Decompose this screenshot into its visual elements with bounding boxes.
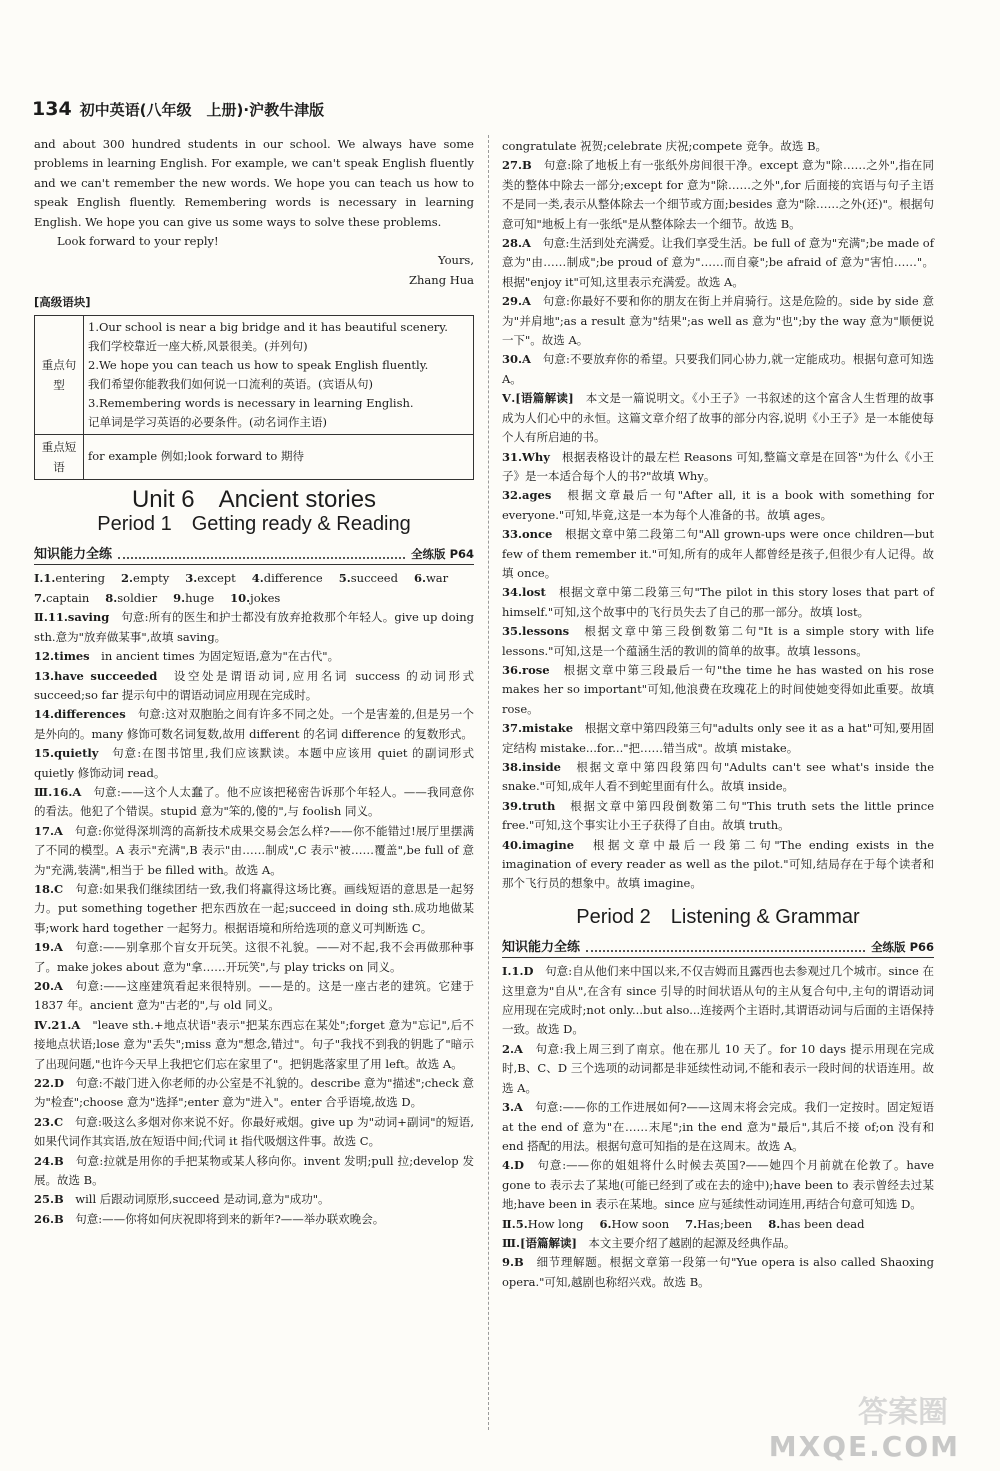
item-answer: times: [54, 649, 102, 664]
answer-text: huge: [185, 590, 215, 605]
item-number: Ⅲ.: [502, 1235, 521, 1250]
item-explanation: 根据文章中第四段倒数第二句"This truth sets the little prince free."可知,这个事实让小王子获得了自由。故填 truth。: [502, 798, 934, 833]
item-explanation: 根据文章中第三段最后一句"the time he has wasted on his rose makes her so important"可知,他浪费在玫瑰花上的时间使她变得如此重要。故填 rose。: [502, 662, 934, 716]
answer-item: [34, 783, 474, 822]
item-answer: quietly: [54, 746, 113, 761]
answer-text: difference: [263, 571, 323, 586]
item-answer: truth: [522, 798, 571, 813]
item-answer: ages: [522, 488, 568, 503]
item-explanation: "leave sth.+地点状语"表示"把某东西忘在某处";forget 意为"忘记",后不接地点状语;lose 意为"丢失";miss 意为"想念,错过"。句子"我找不到我的钥匙了"暗示了出现问题,"也许今天早上我把它们忘在家里了"。把钥匙落家里了用 left。故选 A。: [34, 1017, 474, 1071]
letter-sign-yours: Yours,: [438, 253, 474, 268]
sentence-line: 我们希望你能教我们如何说一口流利的英语。(宾语从句): [88, 376, 373, 391]
item-explanation: 句意:拉就是用你的手把某物或某人移向你。invent 发明;pull 拉;develop 发展。故选 B。: [34, 1153, 474, 1188]
answer-entry: [414, 569, 448, 588]
item-number: 29.: [502, 294, 523, 309]
key-phrases-table: [34, 315, 474, 480]
item-explanation: 根据文章最后一句"After all, it is a book with something for everyone."可知,毕竟,这是一本为每个人准备的书。故填 ages。: [502, 488, 934, 522]
sentence-line: 记单词是学习英语的必要条件。(动名词作主语): [88, 414, 327, 429]
answer-item: [502, 1098, 934, 1156]
item-answer: saving: [67, 610, 122, 625]
item-explanation: 句意:不要放弃你的希望。只要我们同心协力,就一定能成功。根据句意可知选 A。: [502, 352, 934, 386]
item-answer: once: [522, 527, 566, 542]
answer-number: Ⅰ.1.: [34, 571, 56, 586]
answer-item: [502, 292, 934, 350]
sentence-line: 2.We hope you can teach us how to speak English fluently.: [88, 357, 429, 372]
item-explanation: 根据文章中第四段第四句"Adults can't see what's inside the snake."可知,成年人看不到蛇里面有什么。故填 inside。: [502, 760, 934, 794]
section-ref: 全练版 P64: [411, 547, 474, 562]
item-number: Ⅳ.21.: [34, 1017, 72, 1032]
item-explanation: 设空处是谓语动词,应用名词 success 的动词形式 succeed;so far 提示句中的谓语动词应用现在完成时。: [34, 668, 475, 702]
item-number: 19.: [34, 940, 55, 955]
item-explanation: 根据文章中第二段第二句"All grown-ups were once children—but few of them remember it."可知,所有的成年人都曾经是孩子,但很少有人记得。故填 once。: [502, 527, 934, 580]
item-answer: mistake: [522, 721, 585, 736]
answer-entry: [173, 589, 214, 608]
answer-item: [34, 880, 474, 938]
answer-item: [34, 647, 474, 666]
answer-number: 2.: [120, 571, 133, 586]
answer-row: [502, 1215, 934, 1234]
answer-text: entering: [55, 571, 105, 586]
item-explanation: 根据文章中第四段第三句"adults only see it as a hat"可知,要用固定结构 mistake...for..."把……错当成"。故填 mistake。: [502, 721, 935, 755]
answer-item: [34, 977, 474, 1016]
item-explanation: 根据文章中第三段倒数第二句"It is a simple story with life lessons."可知,这是一个蕴涵生活的教训的简单的故事。故填 lessons。: [502, 624, 935, 658]
answer-item: [34, 1113, 474, 1152]
item-answer: inside: [522, 760, 577, 774]
answer-entry: [105, 589, 157, 608]
item-number: 27.: [502, 158, 523, 173]
answer-item: [34, 1016, 474, 1074]
answer-text: How long: [527, 1216, 584, 1231]
answer-item: [502, 962, 934, 1040]
row-label-phrases: 重点短语: [35, 434, 84, 479]
unit-title: Unit 6 Ancient stories: [131, 485, 377, 513]
key-sentences: [84, 315, 474, 434]
item-explanation: 句意:——别拿那个盲女开玩笑。这很不礼貌。——对不起,我不会再做那种事了。make jokes about 意为"拿……开玩笑",与 play tricks on 同义。: [34, 940, 474, 974]
answer-item: [34, 1074, 474, 1113]
item-number: 37.: [502, 721, 523, 736]
answer-entry: [252, 569, 323, 588]
item-explanation: 句意:我上周三到了南京。他在那儿 10 天了。for 10 days 提示用现在完成时,B、C、D 三个选项的动词都是非延续性动词,不能和表示一段时间的状语连用。故选 A。: [502, 1041, 934, 1095]
answer-text: soldier: [117, 590, 158, 605]
item-explanation: 句意:——你的工作进展如何?——这周末将会完成。我们一定按时。固定短语 at the end of 意为"在……末尾";in the end 意为"最后",其后不接 of;on 没有和 end 搭配的用法。根据句意可知指的是在这周末。故选 A。: [502, 1100, 934, 1153]
item-number: 35.: [502, 624, 523, 639]
item-explanation: 句意:在图书馆里,我们应该默读。本题中应该用 quiet 的副词形式 quietly 修饰动词 read。: [34, 746, 474, 780]
item-answer: B: [54, 1211, 76, 1226]
item-number: 20.: [34, 979, 55, 993]
section-ref: 全练版 P66: [871, 939, 934, 954]
item-number: 14.: [34, 707, 55, 722]
item-answer: A: [54, 823, 75, 838]
item-answer: C: [54, 1114, 75, 1129]
answer-item: [34, 822, 474, 880]
answer-text: Has;been: [697, 1216, 753, 1231]
item-answer: A: [522, 294, 543, 309]
item-number: 28.: [502, 236, 523, 251]
item-answer: A: [514, 1041, 536, 1056]
item-explanation: 句意:——你的姐姐将什么时候去英国?——她四个月前就在伦敦了。have gone to 表示去了某地(可能已经到了或在去的途中);have been to 表示曾经去过某地;have been in 表示在某地。since 应与延续性动词连用,再结合句意可知选 D。: [502, 1158, 934, 1212]
answer-item: [502, 1234, 934, 1253]
item-explanation: 句意:——这个人太蠢了。他不应该把秘密告诉那个年轻人。——我同意你的看法。他犯了个错误。stupid 意为"笨的,傻的",与 foolish 同义。: [34, 784, 474, 819]
answer-item: [34, 938, 474, 977]
item-number: 26.: [34, 1211, 55, 1226]
item-answer: imagine: [522, 837, 593, 852]
item-answer: differences: [54, 707, 138, 722]
item-explanation: in ancient times 为固定短语,意为"在古代"。: [101, 649, 340, 664]
answer-item: [502, 1253, 934, 1292]
item-number: 39.: [502, 798, 523, 813]
answer-text: captain: [46, 590, 90, 605]
item-number: 24.: [34, 1153, 55, 1168]
answer-number: 6.: [599, 1216, 612, 1231]
row-label-sentences: 重点句型: [35, 315, 84, 434]
item-number: 23.: [34, 1114, 55, 1129]
answer-entry: [502, 1215, 584, 1234]
answer-item: [34, 744, 474, 783]
page-header: [32, 98, 324, 120]
item-number: 36.: [502, 662, 523, 677]
item-explanation: 句意:——这座建筑看起来很特别。——是的。这是一座古老的建筑。它建于 1837 年。ancient 意为"古老的",与 old 同义。: [34, 979, 474, 1013]
answer-entry: [768, 1215, 864, 1234]
answer-text: succeed: [350, 571, 398, 586]
answer-item: [502, 719, 934, 758]
section-title: 知识能力全练: [502, 939, 581, 955]
item-answer: [语篇解读]: [515, 391, 586, 406]
item-number: 32.: [502, 488, 523, 503]
letter-body: and about 300 hundred students in our school. We always have some problems in learning English. For example, we can't speak English fluently and we can't remember the new words. We hope you can teach us how to speak English fluently. Remembering words is necessary in learning English. We hope you can give us some ways to solve these problems.: [34, 137, 474, 229]
item-number: 9.: [502, 1255, 515, 1270]
item-number: 30.: [502, 352, 523, 367]
item-answer: A: [54, 940, 76, 955]
item-answer: B: [54, 1153, 76, 1168]
item-explanation: 句意:如果我们继续团结一致,我们将赢得这场比赛。画线短语的意思是一起努力。put something together 把东西放在一起;succeed in doing sth.成功地做某事;work hard together 一起努力。根据语境和所给选项的意义可判断选 C。: [34, 881, 474, 935]
book-title: 初中英语(八年级 上册)·沪教牛津版: [79, 101, 325, 119]
item-explanation: 句意:吸这么多烟对你来说不好。你最好戒烟。give up 为"动词+副词"的短语,如果代词作其宾语,放在短语中间;代词 it 指代吸烟这件事。故选 C。: [34, 1114, 474, 1149]
answer-entry: [230, 589, 280, 608]
answer-text: except: [197, 571, 236, 586]
answer-number: 8.: [768, 1216, 781, 1231]
item-answer: lost: [522, 585, 559, 600]
answer-text: jokes: [250, 590, 281, 605]
answer-item: [502, 486, 934, 525]
item-explanation: 句意:这对双胞胎之间有许多不同之处。一个是害羞的,但是另一个是外向的。many 修饰可数名词复数,故用 different 的名词 difference 的复数形式。: [34, 707, 474, 741]
letter-sign-name: Zhang Hua: [409, 272, 474, 287]
column-divider: [488, 135, 489, 1430]
item-explanation: 根据表格设计的最左栏 Reasons 可知,整篇文章是在回答"为什么《小王子》是一本适合每个人的书?"故填 Why。: [502, 449, 934, 483]
sentence-line: 3.Remembering words is necessary in learning English.: [88, 395, 414, 410]
answer-item: [502, 137, 934, 156]
item-number: 12.: [34, 649, 55, 664]
answer-number: 8.: [105, 590, 118, 605]
item-number: 25.: [34, 1192, 55, 1207]
answer-number: 7.: [685, 1216, 698, 1231]
answer-items: [502, 1234, 934, 1292]
item-answer: D: [54, 1076, 76, 1091]
answer-item: [502, 1040, 934, 1098]
left-column: [34, 135, 474, 1229]
item-answer: B: [514, 1255, 537, 1270]
answer-number: 4.: [251, 571, 264, 586]
item-number: 34.: [502, 585, 523, 600]
item-answer: A: [522, 236, 543, 251]
item-explanation: 句意:你觉得深圳湾的高新技术成果交易会怎么样?——你不能错过!展厅里摆满了不同的模型。A 表示"充满",B 表示"由……制成",C 表示"被……覆盖",be full of 意为"充满,装满",相当于 be filled with。故选 A。: [34, 823, 474, 877]
answer-item: [502, 836, 934, 894]
item-number: Ⅱ.11.: [34, 610, 68, 625]
item-explanation: 细节理解题。根据文章第一段第一句"Yue opera is also called Shaoxing opera."可知,越剧也称绍兴戏。故选 B。: [502, 1255, 934, 1289]
leader-dots: [586, 950, 865, 952]
answer-entry: [121, 569, 169, 588]
item-explanation: 句意:除了地板上有一张纸外房间很干净。except 意为"除……之外",指在同类的整体中除去一部分;except for 意为"除……之外",for 后面接的宾语与句子主语不是同一类,表示从整体除去一个细节或方面;besides 意为"除……之外(还)"。根据句意可知"地板上有一张纸"是从整体除去一个细节。故选 B。: [502, 158, 934, 231]
item-explanation: 句意:不敲门进入你老师的办公室是不礼貌的。describe 意为"描述";check 意为"检查";choose 意为"选择";enter 意为"进入"。enter 合乎语境,故选 D。: [34, 1076, 474, 1110]
answer-row: [34, 589, 474, 608]
answer-number: 6.: [413, 571, 426, 586]
item-number: 18.: [34, 881, 55, 896]
section-bar: [34, 542, 474, 565]
item-number: Ⅲ.16.: [34, 784, 73, 799]
answer-item: [34, 608, 474, 647]
item-number: 3.: [502, 1100, 515, 1115]
item-answer: have succeeded: [54, 668, 174, 683]
section-bar-2: [502, 935, 934, 958]
leader-dots: [118, 557, 405, 559]
item-explanation: 根据文章中第二段第三句"The pilot in this story loses that part of himself."可知,这个故事中的飞行员失去了自己的那一部分。故填 lost。: [502, 585, 935, 619]
item-number: 40.: [502, 837, 523, 852]
item-answer: B: [522, 158, 544, 173]
item-answer: [语篇解读]: [520, 1235, 589, 1250]
answer-entry: [34, 589, 89, 608]
answer-text: empty: [133, 571, 170, 586]
item-answer: lessons: [522, 624, 585, 639]
right-column: [502, 137, 934, 1292]
item-answer: A: [54, 979, 76, 993]
item-answer: D: [523, 964, 546, 979]
answer-item: [34, 1210, 474, 1229]
answer-item: [502, 1156, 934, 1214]
answer-items: [502, 137, 934, 894]
watermark-url: MXQE.COM: [768, 1430, 960, 1463]
answer-entry: [185, 569, 236, 588]
box-label: [高级语块]: [34, 295, 91, 310]
answer-entry: [685, 1215, 752, 1234]
sentence-line: 我们学校靠近一座大桥,风景很美。(并列句): [88, 338, 308, 353]
answer-item: [502, 156, 934, 234]
answer-item: [502, 661, 934, 719]
answer-number: 9.: [173, 590, 186, 605]
answer-item: [502, 350, 934, 389]
section-title: 知识能力全练: [34, 547, 113, 563]
answer-number: 3.: [185, 571, 198, 586]
answer-item: [502, 758, 934, 797]
answer-row: [34, 569, 474, 588]
answer-entry: [600, 1215, 670, 1234]
letter-close: Look forward to your reply!: [57, 234, 219, 249]
item-answer: A: [71, 1017, 93, 1032]
page-number: 134: [32, 98, 72, 120]
item-number: 31.: [502, 449, 523, 464]
item-explanation: will 后跟动词原形,succeed 是动词,意为"成功"。: [75, 1192, 330, 1207]
item-explanation: 句意:所有的医生和护士都没有放弃抢救那个年轻人。give up doing sth.意为"放弃做某事",故填 saving。: [34, 610, 474, 644]
item-explanation: 根据文章中最后一段第二句"The ending exists in the imagination of every reader as well as the pilot."可知,结局存在于每个读者和那个飞行员的想象中。故填 imagine。: [502, 837, 935, 891]
answer-item: [502, 583, 934, 622]
answer-item: [502, 622, 934, 661]
item-number: 13.: [34, 668, 55, 683]
item-number: 22.: [34, 1076, 55, 1091]
item-answer: A: [522, 352, 543, 367]
item-number: 17.: [34, 823, 55, 838]
item-explanation: 句意:——你将如何庆祝即将到来的新年?——举办联欢晚会。: [75, 1211, 385, 1226]
item-number: 33.: [502, 527, 523, 542]
item-number: 15.: [34, 746, 55, 761]
answer-number: Ⅱ.5.: [502, 1216, 528, 1231]
item-number: 4.: [502, 1158, 515, 1173]
answer-item: [502, 448, 934, 487]
item-answer: Why: [522, 449, 563, 464]
answer-item: [34, 667, 474, 706]
item-answer: B: [54, 1192, 76, 1207]
answer-item: [34, 1152, 474, 1191]
item-explanation: 句意:自从他们来中国以来,不仅吉姆而且露西也去参观过几个城市。since 在这里意为"自从",在含有 since 引导的时间状语从句的主从复合句中,主句的谓语动词应用现在完成时;not only...but also...连接两个主语时,其谓语动词与后面的主语保持一致。故选 D。: [502, 964, 934, 1037]
answer-number: 7.: [34, 590, 47, 605]
answer-entry: [34, 569, 105, 588]
answer-text: war: [425, 571, 449, 586]
item-explanation: 句意:你最好不要和你的朋友在街上并肩骑行。这是危险的。side by side 意为"并肩地";as a result 意为"结果";as well as 意为"也";by the way 意为"顺便说一下"。故选 A。: [502, 294, 934, 348]
answer-item: [502, 389, 934, 447]
item-explanation: 本文是一篇说明文。《小王子》一书叙述的这个富含人生哲理的故事成为人们心中的永恒。这篇文章介绍了故事的部分内容,说明《小王子》是一本能使每个人有所启迪的书。: [502, 391, 934, 445]
answer-item: [502, 525, 934, 583]
period-title: Period 1 Getting ready & Reading: [97, 513, 411, 536]
answer-items: [502, 962, 934, 1214]
item-explanation: congratulate 祝贺;celebrate 庆祝;compete 竞争。故选 B。: [502, 139, 828, 153]
item-number: 2.: [502, 1041, 515, 1056]
answer-number: 10.: [230, 590, 251, 605]
answer-item: [34, 705, 474, 744]
period-title-2: Period 2 Listening & Grammar: [576, 905, 860, 928]
answer-text: has been dead: [780, 1216, 865, 1231]
answer-text: How soon: [611, 1216, 670, 1231]
answer-number: 5.: [338, 571, 351, 586]
item-answer: C: [54, 881, 76, 896]
answer-entry: [339, 569, 398, 588]
item-answer: rose: [522, 662, 564, 677]
item-answer: A: [514, 1100, 536, 1115]
item-explanation: 本文主要介绍了越剧的起源及经典作品。: [588, 1235, 796, 1250]
sentence-line: 1.Our school is near a big bridge and it has beautiful scenery.: [88, 319, 448, 334]
answer-item: [34, 1190, 474, 1209]
answer-items: [34, 608, 474, 1229]
watermark-logo: 答案圈: [858, 1395, 948, 1430]
item-explanation: 句意:生活到处充满爱。让我们享受生活。be full of 意为"充满";be made of 意为"由……制成";be proud of 意为"……而自豪";be afraid of 意为"害怕……"。根据"enjoy it"可知,这里表示充满爱。故选 A。: [502, 236, 934, 289]
item-number: 38.: [502, 760, 523, 774]
item-answer: A: [72, 784, 94, 799]
item-answer: D: [514, 1158, 538, 1173]
answer-item: [502, 234, 934, 292]
item-number: Ⅰ.1.: [502, 964, 524, 979]
key-phrases: for example 例如;look forward to 期待: [84, 434, 474, 479]
item-number: Ⅴ.: [502, 391, 516, 406]
answer-item: [502, 797, 934, 836]
